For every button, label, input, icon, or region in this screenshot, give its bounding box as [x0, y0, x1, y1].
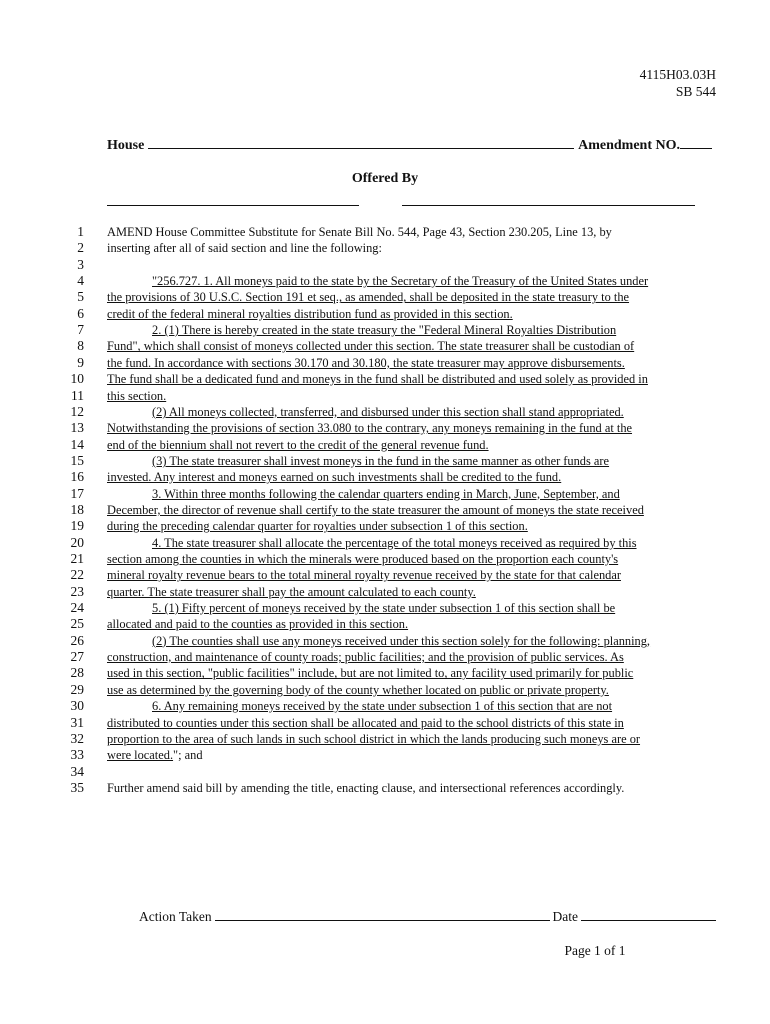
line-text — [107, 224, 717, 240]
line-number: 15 — [70, 452, 84, 468]
inserted-text: the provisions of 30 U.S.C. Section 191 et seq., as amended, shall be deposited in the state treasury to the — [107, 290, 630, 305]
inserted-text: "256.727. 1. All moneys paid to the state by the Secretary of the Treasury of the United States under — [152, 274, 649, 289]
numbered-line — [0, 388, 770, 404]
inserted-text: 2. (1) There is hereby created in the state treasury the "Federal Mineral Royalties Distribution — [152, 323, 617, 338]
line-number: 26 — [70, 632, 84, 648]
line-number: 31 — [70, 714, 84, 730]
line-number: 3 — [77, 256, 84, 272]
inserted-text: credit of the federal mineral royalties distribution fund as provided in this section. — [107, 306, 513, 321]
line-number: 8 — [77, 338, 84, 354]
line-text — [107, 338, 717, 354]
numbered-line — [0, 682, 770, 698]
line-text — [107, 698, 717, 714]
inserted-text: invested. Any interest and moneys earned on such investments shall be credited to the fund. — [107, 470, 562, 485]
numbered-line — [0, 289, 770, 305]
numbered-line — [0, 469, 770, 485]
offered-by-label: Offered By — [351, 171, 419, 186]
line-number: 17 — [70, 485, 84, 501]
line-number: 6 — [77, 305, 84, 321]
inserted-text: use as determined by the governing body of the county whether located on public or private property. — [107, 682, 609, 697]
line-number: 21 — [70, 551, 84, 566]
inserted-text: 6. Any remaining moneys received by the state under subsection 1 of this section that are not — [152, 699, 613, 714]
line-number: 25 — [70, 616, 84, 632]
line-text — [107, 486, 717, 502]
line-number: 33 — [70, 747, 84, 763]
document-id: 4115H03.03H — [639, 67, 716, 82]
line-number: 4 — [77, 273, 84, 289]
action-taken-label: Action Taken — [139, 909, 212, 924]
inserted-text: 5. (1) Fifty percent of moneys received by the state under subsection 1 of this section shall be — [152, 601, 616, 616]
line-number: 24 — [70, 600, 84, 616]
line-number: 28 — [70, 665, 84, 681]
line-text — [107, 567, 717, 583]
numbered-line — [0, 224, 770, 240]
line-text — [107, 665, 717, 681]
line-text — [107, 289, 717, 305]
inserted-text: construction, and maintenance of county roads; public facilities; and the provision of public services. As — [107, 650, 624, 665]
line-number: 35 — [70, 779, 84, 795]
line-text-content: Further amend said bill by amending the title, enacting clause, and intersectional references accordingly. — [107, 780, 625, 795]
inserted-text: section among the counties in which the minerals were produced based on the proportion each county's — [107, 552, 619, 566]
inserted-text: were located. — [107, 748, 174, 763]
line-text-content: inserting after all of said section and line the following: — [107, 241, 382, 256]
numbered-line — [0, 355, 770, 371]
inserted-text: 4. The state treasurer shall allocate the percentage of the total moneys received as required by this — [152, 535, 637, 550]
house-blank-line — [148, 134, 574, 149]
line-text — [107, 240, 717, 256]
numbered-line — [0, 404, 770, 420]
numbered-line — [0, 731, 770, 747]
inserted-text: during the preceding calendar quarter for royalties under subsection 1 of this section. — [107, 519, 528, 534]
numbered-line — [0, 567, 770, 583]
inserted-text: The fund shall be a dedicated fund and moneys in the fund shall be distributed and used solely as provided in — [107, 372, 648, 387]
numbered-line — [0, 600, 770, 616]
numbered-line — [0, 257, 770, 273]
line-text — [107, 682, 717, 698]
line-text — [107, 371, 717, 387]
line-number: 7 — [77, 322, 84, 338]
line-number: 9 — [77, 354, 84, 370]
inserted-text: the fund. In accordance with sections 30.170 and 30.180, the state treasurer may approve disbursements. — [107, 355, 625, 370]
inserted-text: end of the biennium shall not revert to the credit of the general revenue fund. — [107, 437, 489, 452]
line-text — [107, 600, 717, 616]
line-text — [107, 535, 717, 551]
inserted-text: mineral royalty revenue bears to the total mineral royalty revenue received by the state for that calendar — [107, 568, 621, 583]
line-number: 2 — [77, 240, 84, 256]
line-text — [107, 322, 717, 338]
line-text — [107, 649, 717, 665]
line-text — [107, 437, 717, 453]
numbered-line — [0, 633, 770, 649]
line-number: 20 — [70, 534, 84, 550]
line-number: 22 — [70, 567, 84, 583]
line-number: 11 — [71, 387, 84, 403]
numbered-line — [0, 437, 770, 453]
line-number: 1 — [77, 224, 84, 239]
numbered-line — [0, 453, 770, 469]
page-number: Page 1 of 1 — [564, 943, 626, 958]
line-text — [107, 453, 717, 469]
line-text — [107, 420, 717, 436]
numbered-line — [0, 420, 770, 436]
inserted-text: Notwithstanding the provisions of section 33.080 to the contrary, any moneys remaining in the fund at the — [107, 421, 633, 436]
numbered-line — [0, 240, 770, 256]
line-number: 16 — [70, 469, 84, 485]
inserted-text: (2) All moneys collected, transferred, and disbursed under this section shall stand appropriated. — [152, 404, 624, 419]
offered-by-signature-line-left — [107, 205, 359, 206]
inserted-text: proportion to the area of such lands in such school district in which the lands producing such moneys are or — [107, 731, 641, 746]
line-number: 30 — [70, 698, 84, 714]
inserted-text: December, the director of revenue shall certify to the state treasurer the amount of moneys the state received — [107, 502, 644, 517]
numbered-line — [0, 616, 770, 632]
numbered-line — [0, 486, 770, 502]
offered-by-signature-line-right — [402, 205, 695, 206]
numbered-line — [0, 665, 770, 681]
line-text — [107, 747, 717, 763]
line-text — [107, 551, 717, 567]
action-taken-blank-line — [215, 906, 550, 921]
numbered-line — [0, 764, 770, 780]
numbered-line — [0, 551, 770, 567]
line-number: 10 — [70, 371, 84, 387]
inserted-text: this section. — [107, 388, 167, 403]
numbered-line — [0, 747, 770, 763]
line-text — [107, 306, 717, 322]
line-text — [107, 584, 717, 600]
inserted-text: 3. Within three months following the calendar quarters ending in March, June, September, and — [152, 486, 620, 501]
action-taken-row — [139, 906, 716, 925]
house-amendment-row — [107, 134, 712, 154]
line-number: 19 — [70, 518, 84, 534]
line-text — [107, 502, 717, 518]
inserted-text: distributed to counties under this section shall be allocated and paid to the school districts of this state in — [107, 715, 624, 730]
date-blank-line — [581, 907, 716, 921]
line-text — [107, 355, 717, 371]
date-label: Date — [552, 909, 578, 924]
line-number: 12 — [70, 403, 84, 419]
line-number: 27 — [70, 649, 84, 665]
numbered-line — [0, 535, 770, 551]
inserted-text: Fund", which shall consist of moneys collected under this section. The state treasurer shall be custodian of — [107, 339, 635, 354]
amendment-number-blank — [680, 134, 712, 149]
inserted-text: quarter. The state treasurer shall pay the amount calculated to each county. — [107, 584, 476, 599]
line-text — [107, 633, 717, 649]
line-number: 34 — [70, 763, 84, 779]
numbered-line — [0, 502, 770, 518]
inserted-text: (2) The counties shall use any moneys received under this section solely for the following: planning, — [152, 633, 651, 648]
line-number: 32 — [70, 730, 84, 746]
numbered-line — [0, 306, 770, 322]
numbered-line — [0, 518, 770, 534]
document-reference — [640, 66, 716, 100]
numbered-line — [0, 780, 770, 796]
numbered-line — [0, 371, 770, 387]
line-text-tail: "; and — [173, 748, 203, 763]
numbered-line — [0, 649, 770, 665]
line-text — [107, 616, 717, 632]
numbered-line — [0, 338, 770, 354]
line-number: 14 — [70, 436, 84, 452]
line-text — [107, 731, 717, 747]
line-text — [107, 715, 717, 731]
line-text — [107, 404, 717, 420]
line-number: 13 — [70, 420, 84, 436]
line-text — [107, 780, 717, 796]
line-text — [107, 388, 717, 404]
amendment-label: Amendment NO. — [578, 138, 680, 153]
inserted-text: (3) The state treasurer shall invest moneys in the fund in the same manner as other funds are — [152, 453, 610, 468]
bill-number: SB 544 — [675, 84, 716, 99]
inserted-text: allocated and paid to the counties as provided in this section. — [107, 617, 409, 632]
line-text-content: AMEND House Committee Substitute for Senate Bill No. 544, Page 43, Section 230.205, Line 13, by — [107, 225, 612, 239]
numbered-line — [0, 698, 770, 714]
numbered-line — [0, 273, 770, 289]
line-text — [107, 273, 717, 289]
inserted-text: used in this section, "public facilities" include, but are not limited to, any facility used primarily for public — [107, 666, 634, 681]
numbered-line — [0, 322, 770, 338]
numbered-line — [0, 715, 770, 731]
house-label: House — [107, 138, 145, 153]
line-text — [107, 518, 717, 534]
numbered-line — [0, 584, 770, 600]
line-number: 5 — [77, 289, 84, 305]
line-number: 29 — [70, 681, 84, 697]
line-text — [107, 469, 717, 485]
line-number: 23 — [70, 583, 84, 599]
line-number: 18 — [70, 501, 84, 517]
